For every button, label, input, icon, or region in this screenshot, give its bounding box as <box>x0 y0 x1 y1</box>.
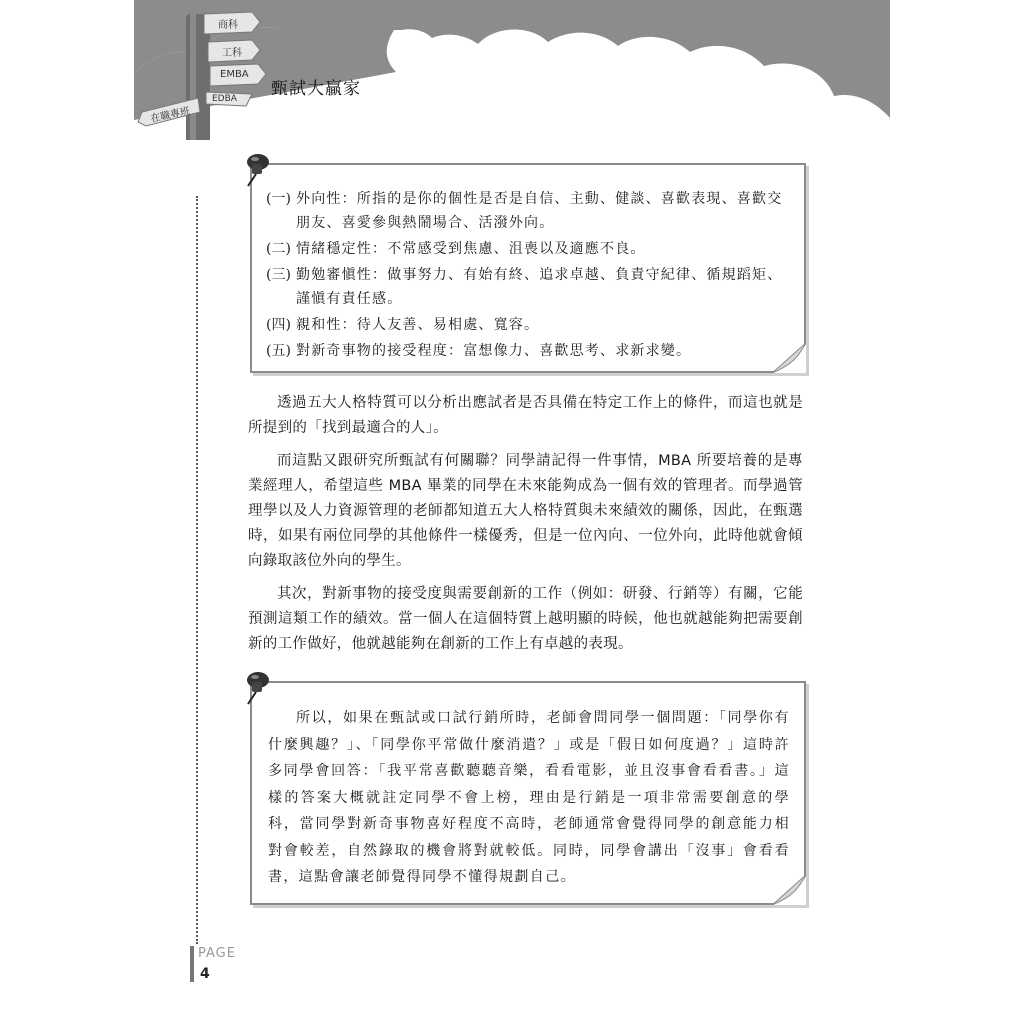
page-label: PAGE <box>198 946 236 961</box>
book-page <box>134 0 890 1024</box>
example-paragraph: 所以，如果在甄試或口試行銷所時，老師會問同學一個問題：「同學你有什麼興趣？」、「同學你平常做什麼消遣？」或是「假日如何度過？」這時許多同學會回答：「我平常喜歡聽聽音樂，看看電影，並且沒事會看看書。」這樣的答案大概就註定同學不會上榜，理由是行銷是一項非常需要創意的學科，當同學對新奇事物喜好程度不高時，老師通常會覺得同學的創意能力相對會較差，自然錄取的機會將對就較低。同時，同學會講出「沒事」會看看書，這點會讓老師覺得同學不懂得規劃自己。 <box>268 710 790 885</box>
note-box-traits <box>250 163 806 373</box>
traits-list <box>266 187 791 365</box>
sign-label-emba: EMBA <box>220 69 249 80</box>
body-paragraph-2: 而這點又跟研究所甄試有何關聯？同學請記得一件事情，MBA 所要培養的是專業經理人，希望這些 MBA 畢業的同學在未來能夠成為一個有效的管理者。而學過管理學以及人力資源管理的老師都知道五大人格特質與未來績效的關係，因此，在甄選時，如果有兩位同學的其他條件一樣優秀，但是一位內向、一位外向，此時他就會傾向錄取該位外向的學生。 <box>248 453 803 569</box>
sign-label-inservice: 在職專班 <box>149 105 192 125</box>
pushpin-icon <box>240 150 274 188</box>
list-item-text: 親和性：待人友善、易相處、寬容。 <box>296 317 540 333</box>
list-item-text: 對新奇事物的接受程度：富想像力、喜歡思考、求新求變。 <box>296 343 692 359</box>
list-item-text: 外向性：所指的是你的個性是否是自信、主動、健談、喜歡表現、喜歡交朋友、喜愛參與熱鬧場合、活潑外向。 <box>296 191 783 231</box>
list-item-number: (三) <box>266 267 291 283</box>
body-paragraph-3: 其次，對新事物的接受度與需要創新的工作（例如：研發、行銷等）有關，它能預測這類工作的績效。當一個人在這個特質上越明顯的時候，他也就越能夠把需要創新的工作做好，他就越能夠在創新的工作上有卓越的表現。 <box>248 586 803 652</box>
list-item-number: (四) <box>266 317 291 333</box>
body-paragraph-1: 透過五大人格特質可以分析出應試者是否具備在特定工作上的條件，而這也就是所提到的「找到最適合的人」。 <box>248 395 803 436</box>
page-curl-icon <box>772 343 806 373</box>
chapter-title: 甄試大贏家 <box>271 79 361 99</box>
list-item-number: (二) <box>266 241 291 257</box>
page-marker-bar <box>190 946 194 982</box>
note-box-example <box>250 681 806 905</box>
list-item-text: 情緒穩定性：不常感受到焦慮、沮喪以及適應不良。 <box>296 241 646 257</box>
list-item <box>266 187 791 235</box>
dotted-guide-line <box>196 196 198 944</box>
list-item <box>266 237 791 261</box>
list-item-number: (五) <box>266 343 291 359</box>
sign-label-business: 商科 <box>218 20 238 31</box>
sign-label-edba: EDBA <box>212 94 237 104</box>
page-number: 4 <box>200 966 210 982</box>
list-item-text: 勤勉審愼性：做事努力、有始有終、追求卓越、負責守紀律、循規蹈矩、謹愼有責任感。 <box>296 267 783 307</box>
body-text <box>248 391 803 665</box>
sign-label-engineering: 工科 <box>222 48 242 59</box>
list-item <box>266 339 791 363</box>
page-curl-icon <box>772 875 806 905</box>
pushpin-icon <box>240 668 274 706</box>
list-item-number: (一) <box>266 191 291 207</box>
list-item <box>266 313 791 337</box>
list-item <box>266 263 791 311</box>
